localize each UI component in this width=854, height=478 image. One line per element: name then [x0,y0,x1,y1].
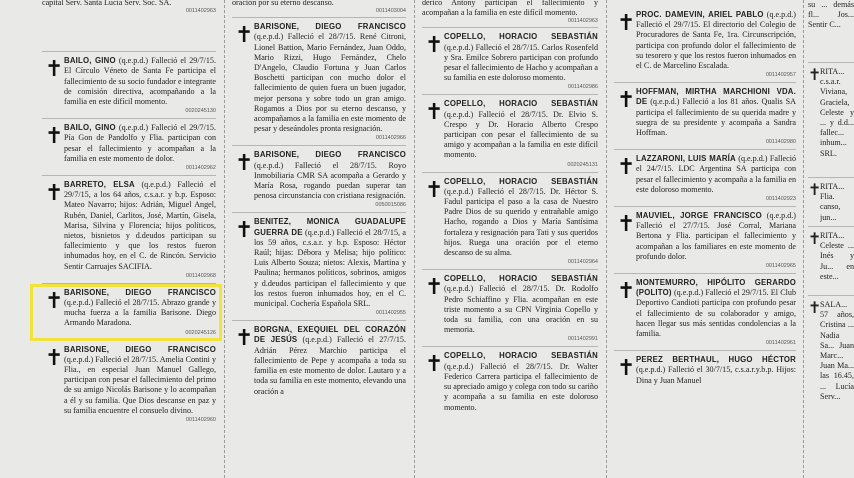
notice-code: 0011402962 [185,165,216,172]
obituary-notice [42,56,216,115]
cross-icon: ✝ [808,65,822,84]
notice-text: (q.e.p.d.) Falleció el 28/7/15. Carlos Rosenfeld y Sra. Emilce Sobrero participan con profundo pesar el fallecimiento de Hacho y acompañan a su familia en este doloroso momento. [444,42,598,83]
notice-code: 0050015086 [375,202,406,209]
notice-text: (q.e.p.d.) Falleció el 28/7/15. Royo Inmobiliaria CMR SA acompaña a Gerardo y María Rosa, rogando puedan superar tan penosa circunstancia con cristiana resignación. [254,160,406,201]
obituary-notice [614,278,796,347]
divider [614,149,796,150]
obituary-notice [422,99,598,168]
notice-code: 0011402986 [567,84,598,91]
notice-code: 0020245131 [567,161,598,168]
notice-code: 0011402963 [185,8,216,15]
column-rule [803,0,804,478]
divider [232,145,406,146]
deceased-name: COPELLO, HORACIO SEBASTIÁN [444,351,598,361]
notice-code: 0011402957 [765,72,796,79]
notice-code: 0020245130 [185,108,216,115]
cross-icon: ✝ [617,88,636,114]
divider [614,82,796,83]
cross-icon: ✝ [617,356,636,382]
divider [232,212,406,213]
deceased-name: HOFFMAN, MIRTHA MARCHIONI VDA. DE [636,87,796,107]
cross-icon: ✝ [617,279,636,305]
divider [42,51,216,52]
notice-text: (q.e.p.d.) Falleció el 29/7/15, a los 64 años, c.s.a.r. y b.p. Esposo: Mateo Navarro; hijos: Adrián, Miguel Angel, Rubén, Daniel, Carlitos, José, Martín, Gisela, Marisa, Silvina y Florencia; hijos políticos, nietos, bisnietos y d.deudos participan su fallecimiento y que los restos fueron inhumados hoy, en el C. de Rincón. Servicio Sentir Carruajes SACIFIA. [64,180,216,271]
notice-code: 0011403004 [375,8,406,15]
notice-text: (q.e.p.d.) Falleció el 28/7/15. Dr. Elvio S. Crespo y Dr. Horacio Alberto Crespo participan con pesar el fallecimiento de su amigo y acompañan a la familia en este difícil momento. [444,109,598,160]
deceased-name: PEREZ BERTHAUL, HUGO HÉCTOR [636,355,796,365]
cross-icon: ✝ [425,352,444,378]
continued-notice-fragment: derico Antony participan el fallecimiento y acompañan a la familia en este difícil momento. [422,0,598,18]
cross-icon: ✝ [808,229,822,248]
column-4 [610,0,800,478]
continued-notice-fragment: capital Serv. Santa Lucía Serv. Soc. SA. [42,0,172,7]
column-3 [418,0,602,478]
divider [422,269,598,270]
deceased-name: BENITEZ, MONICA GUADALUPE GUERRA DE [254,217,406,237]
divider [808,295,854,296]
notice-code: 0011402966 [375,135,406,142]
notice-code: 0011402923 [765,196,796,203]
cross-icon: ✝ [235,23,254,49]
deceased-name: BARISONE, DIEGO FRANCISCO [254,150,406,160]
notice-code: 0011402980 [765,139,796,146]
obituary-notice [422,274,598,343]
divider [42,118,216,119]
notice-text: (q.e.p.d.) Falleció el 27/7/15. Adrián Pérez Marchio participa el fallecimiento de Pepe y acompaña a toda su familia en este momento de dolor. Lautaro y a toda su familia en este momento, elevando una oración a [254,335,406,396]
divider [232,320,406,321]
divider [422,27,598,28]
divider [422,346,598,347]
cross-icon: ✝ [808,298,822,317]
notice-text: (q.e.p.d.) Falleció el 27/7/15. José Corral, Mariana Bertona y Flia. participan el fallecimiento y acompañan a los familiares en este momento de profundo dolor. [636,211,796,261]
cross-icon: ✝ [425,275,444,301]
notice-text: (q.e.p.d.) Falleció el 28/7/15. Amelia Contini y Flia., en especial Juan Manuel Gallego, participan con pesar el fallecimiento del primo de su amigo Nicolás Barisone y lo acompañan a él y su familia. Que Dios descanse en paz y su familia encuentre el consuelo divino. [64,354,216,415]
notice-text: (q.e.p.d.) Falleció el 29/7/15. El Círculo Véneto de Santa Fe participa el fallecimiento de su socio fundador e integrante de comisión directiva, acompañando a la familia en este difícil momento. [64,56,216,107]
column-1 [38,0,220,478]
notice-text: (q.e.p.d.) Falleció el 29/7/15. El Club Deportivo Candioti participa con profundo pesar el fallecimiento de su colaborador y amigo, hacen llegar sus más sentidas condolencias a la familia. [636,288,796,339]
obituary-notice [422,32,598,91]
cross-icon: ✝ [617,155,636,181]
cropped-fragment: RITA... Flia. canso, jun... [820,182,845,222]
divider [808,177,854,178]
obituary-notice [614,10,796,79]
notice-code: 0011402964 [567,259,598,266]
notice-text: (q.e.p.d.) Falleció el 28/7/15. Dr. Walter Federico Carrera participa el fallecimiento de su apreciado amigo y colega con todo su cariño y acompaña a su familia en este doloroso momento. [444,361,598,412]
notice-code: 0011402968 [185,272,216,279]
column-rule [606,0,607,478]
obituary-notice [42,345,216,424]
obituary-notice [232,150,406,209]
cross-icon: ✝ [425,100,444,126]
obituary-notice [422,177,598,267]
notice-text: (q.e.p.d.) Falleció el 28/7/15, a los 59 años, c.s.a.r. y b.p. Esposo: Héctor Raúl; hijas: Débora y Melisa; hijo político: Luis Alberto Souza; nietos: Alexis, Martina y Paulina; hermanos políticos, sobrinos, amigos y d.deudos participan el fallecimiento y que los restos fueron inhumados hoy, en el C. municipal. Cochería Española SRL. [254,227,406,309]
column-2 [228,0,410,478]
cropped-fragment: SALA... 57 años, Cristina ... Nadia Sa... Juan Marc... Juan Ma... las 16.45, ... Lucía Serv... [820,300,854,401]
divider [808,62,854,63]
cross-icon: ✝ [617,212,636,238]
divider [614,273,796,274]
notice-text: (q.e.p.d.) Falleció el 29/7/15. El directorio del Colegio de Procuradores de Santa Fe, 1ra. Circunscripción, participa con profundo dolor el fallecimiento de su tesorero y que los restos fueron inhumados en el C. de Marcelino Escalada. [636,10,796,71]
obituary-notice [232,325,406,396]
deceased-name: MONTEMURRO, HIPÓLITO GERARDO (POLITO) [636,278,796,298]
notice-text: (q.e.p.d.) Falleció el 29/7/15. Pía Gon de Pandolfo y Flia. participan con pesar el fallecimiento y acompañan a la familia en este momento de dolor. [64,123,216,163]
obituary-notice [232,217,406,317]
obituary-notice [422,351,598,412]
obituary-notice [232,22,406,142]
obituary-notice [42,123,216,172]
divider [808,226,854,227]
cross-icon: ✝ [45,57,64,83]
cross-icon: ✝ [45,288,64,314]
cropped-fragment: RITA... Celeste ... Inés y Ju... en este... [820,231,854,281]
cross-icon: ✝ [617,11,636,36]
cross-icon: ✝ [45,181,64,207]
column-rule [414,0,415,478]
deceased-name: BARISONE, DIEGO FRANCISCO [64,344,216,354]
notice-code: 0011402960 [185,417,216,424]
cross-icon: ✝ [425,177,444,203]
obituary-notice [614,211,796,270]
divider [422,94,598,95]
notice-code: 0011402991 [567,336,598,343]
divider [232,17,406,18]
notice-text: (q.e.p.d.) Falleció el 28/7/15. Dr. Rodolfo Pedro Schiaffino y Flia. acompañan en este triste momento a su CPN Virginia Copello y toda su familia, con una oración en su memoria. [444,284,598,335]
cross-icon: ✝ [235,151,254,177]
deceased-name: BARRETO, ELSA [64,180,135,190]
deceased-name: COPELLO, HORACIO SEBASTIÁN [444,176,598,186]
notice-text: (q.e.p.d.) Falleció el 24/7/15. LDC Argentina SA participa con pesar el fallecimiento y acompaña a la familia en este doloroso momento. [636,154,796,194]
divider [614,350,796,351]
notice-text: (q.e.p.d.) Falleció a los 81 años. Qualis SA participa el fallecimiento de su querida madre y suegra de su presidente y acompaña a Sandra Hoffman. [636,97,796,138]
obituary-notice [614,355,796,395]
notice-text: (q.e.p.d.) Falleció el 30/7/15, c.s.a.r.y.b.p. Hijos: Dina y Juan Manuel [636,365,796,385]
deceased-name: BORGNA, EXEQUIEL DEL CORAZÓN DE JESÚS [254,325,406,345]
divider [42,175,216,176]
continued-notice-fragment: oración por su eterno descanso. [232,0,334,7]
notice-text: (q.e.p.d.) Falleció el 28/7/15. Abrazo grande y mucha fuerza a la familia Barisone. Diego Armando Maradona. [64,298,216,328]
deceased-name: BAILO, GINO [64,123,116,133]
notice-code: 0020245126 [185,329,216,336]
highlight-box [30,284,222,341]
cross-icon: ✝ [45,345,64,371]
notice-text: (q.e.p.d.) Falleció el 28/7/15. René Citroni, Lionel Battion, Mario Fernández, Juan Oddo, Mario Rizzi, Hugo Fernández, Chelo D'Angelo, Claudio Fortuna y Juan Carlos Boschetti participan con mucho dolor el fallecimiento de quien fuera un buen jugador, mejor persona y sobre todo un gran amigo. Rogamos a Dios por su eterno descanso, y acompañamos a la familia en este momento de pesar y deseándoles pronta resignación. [254,32,406,134]
obituary-notice [42,180,216,280]
notice-code: 0011402965 [765,263,796,270]
column-5-cropped [806,0,854,478]
deceased-name: PROC. DAMEVIN, ARIEL PABLO [636,10,764,19]
deceased-name: BAILO, GINO [64,56,116,66]
cross-icon: ✝ [808,180,822,199]
cross-icon: ✝ [425,33,444,59]
notice-code: 0011402955 [375,310,406,317]
obituary-notice [614,154,796,203]
cross-icon: ✝ [45,124,64,150]
notice-code: 0011402963 [567,18,598,25]
deceased-name: COPELLO, HORACIO SEBASTIÁN [444,274,598,284]
deceased-name: BARISONE, DIEGO FRANCISCO [64,287,216,297]
deceased-name: MAUVIEL, JORGE FRANCISCO [636,211,762,221]
obituary-notice [614,87,796,146]
cross-icon: ✝ [235,326,254,352]
deceased-name: COPELLO, HORACIO SEBASTIÁN [444,99,598,109]
deceased-name: BARISONE, DIEGO FRANCISCO [254,22,406,32]
column-rule [224,0,225,478]
divider [614,206,796,207]
cropped-fragment: su ... demás fl... Jos... Sentir C... [808,0,854,30]
divider [422,172,598,173]
notice-text: (q.e.p.d.) Falleció el 28/7/15. Dr. Héctor S. Fadul participa el paso a la casa de Nuestro Padre Dios de su querido y entrañable amigo Hacho, rogando a Dios y María Santísima fortaleza y resignación para Tati y sus queridos hijos. Ruega una oración por el eterno descanso de su alma. [444,186,598,258]
deceased-name: LAZZARONI, LUIS MARÍA [636,154,736,164]
deceased-name: COPELLO, HORACIO SEBASTIÁN [444,32,598,42]
cropped-fragment: RITA... c.s.a.r. Viviana, Graciela, Celeste y ... y d.d... fallec... inhum... SRL. [820,67,854,158]
cross-icon: ✝ [235,218,254,244]
notice-code: 0011402961 [765,340,796,347]
